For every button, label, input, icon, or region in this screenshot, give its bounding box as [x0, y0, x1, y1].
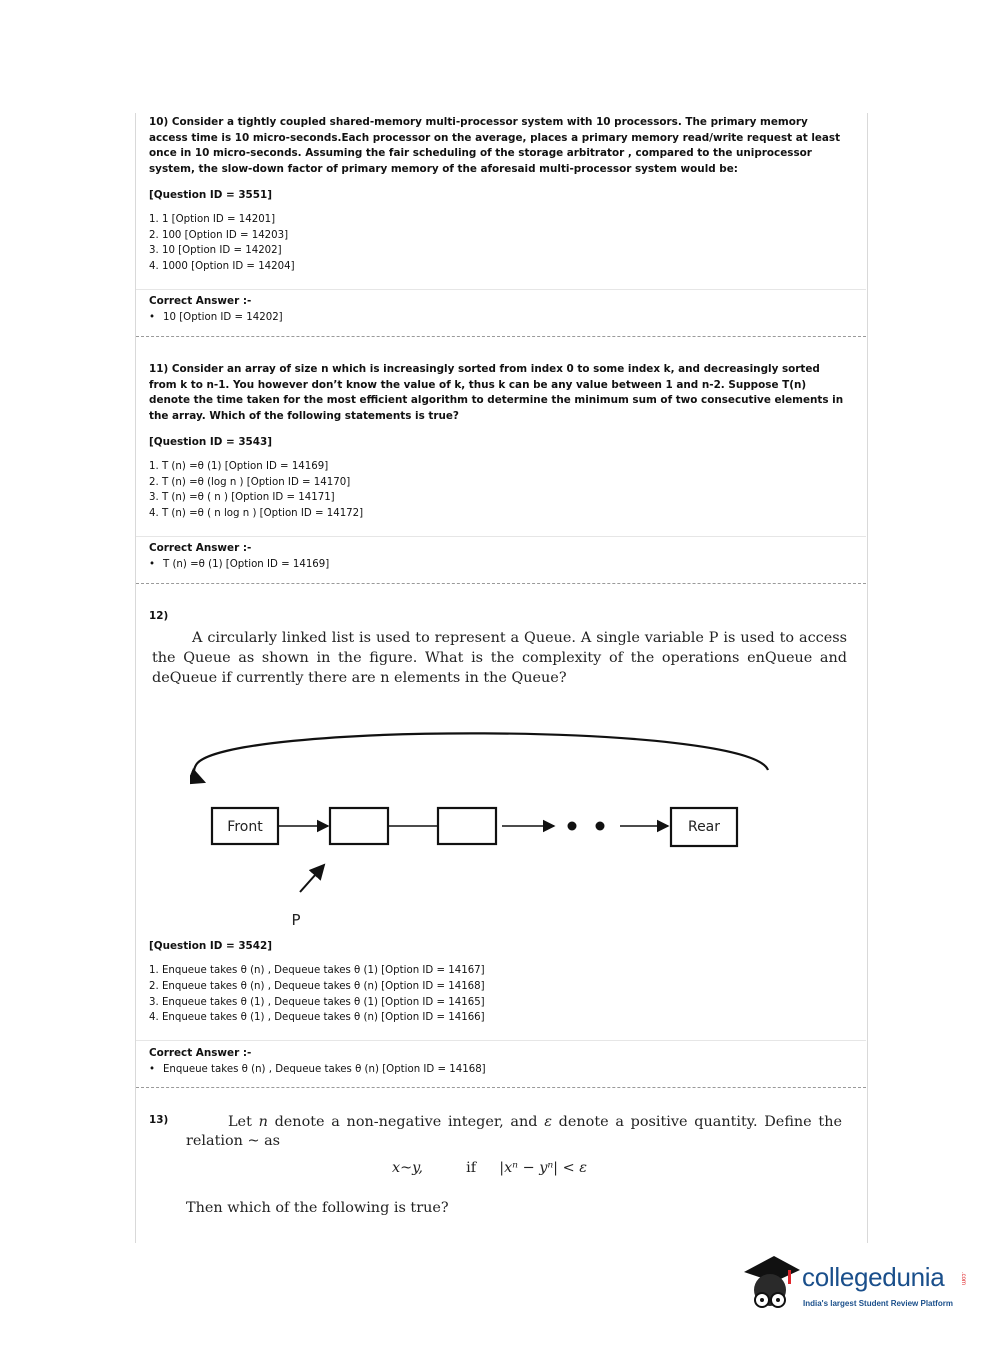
- options-list: [149, 963, 849, 1026]
- bullet-icon: •: [149, 1064, 156, 1075]
- answer-12: [149, 1047, 849, 1075]
- bullet-icon: •: [149, 312, 156, 323]
- correct-answer: 10 [Option ID = 14202]: [163, 312, 283, 323]
- question-id: [Question ID = 3551]: [149, 188, 272, 201]
- correct-answer-label: Correct Answer :-: [149, 1047, 252, 1059]
- ellipsis-dot: [568, 822, 577, 831]
- question-12-options: [149, 940, 849, 1026]
- question-id: [Question ID = 3542]: [149, 940, 272, 952]
- formula: x~y, if |xⁿ − yⁿ| < ε: [392, 1160, 587, 1176]
- relation-text: relation ~ as: [186, 1133, 281, 1149]
- question-text: 10) Consider a tightly coupled shared-memory multi-processor system with 10 processors. The primary memory access time is 10 micro-seconds.Each processor on the average, places a primary memory read/write request at least once in 10 micro-seconds. Assuming the fair scheduling of the storage arbitrator , compared to the uniprocessor system, the slow-down factor of primary memory of the aforesaid multi-processor system would be:: [149, 116, 841, 176]
- divider: [136, 536, 866, 537]
- option: 3. T (n) =θ ( n ) [Option ID = 14171]: [149, 492, 335, 504]
- question-text: Let n denote a non-negative integer, and ε denote a positive quantity. Define the: [228, 1114, 842, 1130]
- front-label: Front: [227, 819, 263, 835]
- option: 1. 1 [Option ID = 14201]: [149, 213, 276, 225]
- option: 4. T (n) =θ ( n log n ) [Option ID = 14172]: [149, 508, 364, 520]
- answer-11: [149, 542, 849, 570]
- question-number: 13): [149, 1114, 169, 1126]
- brand-tagline: India's largest Student Review Platform: [803, 1299, 953, 1308]
- pointer-arrow: [300, 865, 324, 892]
- question-10: [149, 115, 849, 275]
- divider: [136, 1040, 866, 1041]
- question-number: 12): [149, 610, 169, 622]
- queue-node: [438, 808, 496, 844]
- bullet-icon: •: [149, 559, 156, 570]
- pointer-label: P: [291, 911, 301, 929]
- option: 2. 100 [Option ID = 14203]: [149, 229, 289, 241]
- brand-suffix: .com: [960, 1272, 966, 1286]
- rear-label: Rear: [687, 819, 721, 835]
- circular-link-arrow: [194, 733, 768, 782]
- option: 4. 1000 [Option ID = 14204]: [149, 261, 295, 273]
- question-text: 11) Consider an array of size n which is increasingly sorted from index 0 to some index k, and decreasingly sorted from k to n-1. You however don’t know the value of k, thus k can be any value between 1 and n-2. Suppose T(n) denote the time taken for the most efficient algorithm to determine the minimum sum of two consecutive elements in the array. Which of the following statements is true?: [149, 363, 844, 423]
- question-separator: [136, 336, 866, 337]
- brand-name: collegedunia: [802, 1262, 945, 1292]
- ellipsis-dot: [596, 822, 605, 831]
- question-prompt: Then which of the following is true?: [186, 1200, 449, 1216]
- options-list: [149, 212, 849, 275]
- answer-10: [149, 295, 849, 323]
- correct-answer: T (n) =θ (1) [Option ID = 14169]: [163, 559, 330, 570]
- correct-answer: Enqueue takes θ (n) , Dequeue takes θ (n) [Option ID = 14168]: [163, 1064, 486, 1075]
- divider: [136, 289, 866, 290]
- correct-answer-label: Correct Answer :-: [149, 295, 252, 307]
- option: 2. Enqueue takes θ (n) , Dequeue takes θ (n) [Option ID = 14168]: [149, 980, 485, 992]
- mascot-icon: [740, 1250, 804, 1314]
- option: 3. 10 [Option ID = 14202]: [149, 245, 282, 257]
- option: 1. T (n) =θ (1) [Option ID = 14169]: [149, 460, 329, 472]
- option: 2. T (n) =θ (log n ) [Option ID = 14170]: [149, 476, 351, 488]
- question-text: A circularly linked list is used to represent a Queue. A single variable P is used to access the Queue as shown in the figure. What is the complexity of the operations enQueue and deQueue if currently there are n elements in the Queue?: [152, 630, 847, 686]
- collegedunia-logo: [740, 1248, 980, 1318]
- question-id: [Question ID = 3543]: [149, 435, 272, 448]
- question-separator: [136, 583, 866, 584]
- option: 3. Enqueue takes θ (1) , Dequeue takes θ (1) [Option ID = 14165]: [149, 996, 485, 1008]
- question-11: [149, 362, 849, 522]
- queue-diagram: [190, 730, 780, 935]
- options-list: [149, 459, 849, 522]
- option: 4. Enqueue takes θ (1) , Dequeue takes θ (n) [Option ID = 14166]: [149, 1012, 485, 1024]
- question-separator: [136, 1087, 866, 1088]
- queue-node: [330, 808, 388, 844]
- option: 1. Enqueue takes θ (n) , Dequeue takes θ (1) [Option ID = 14167]: [149, 965, 485, 976]
- correct-answer-label: Correct Answer :-: [149, 542, 252, 554]
